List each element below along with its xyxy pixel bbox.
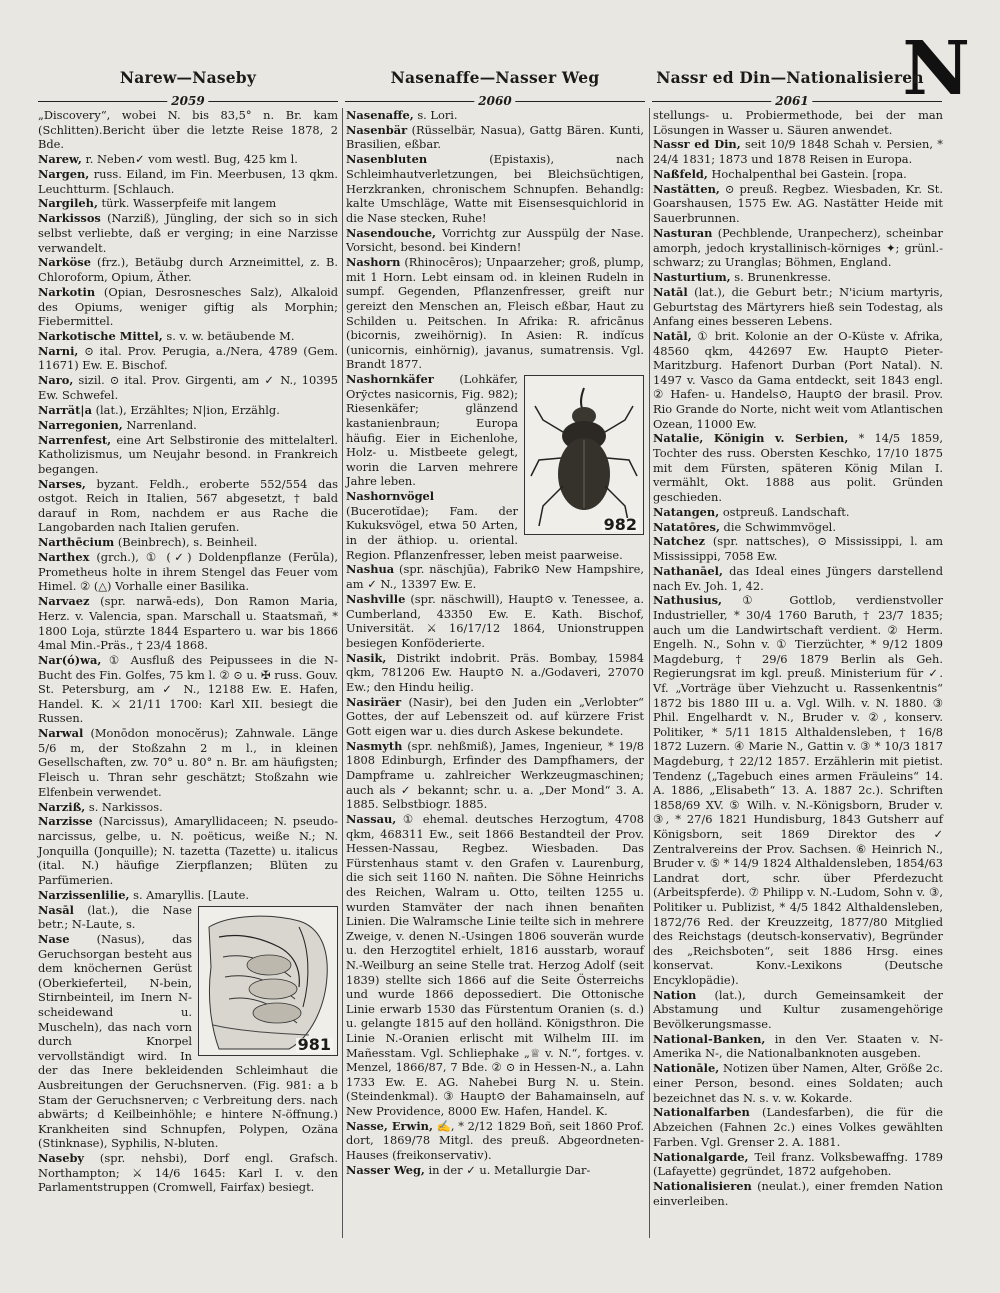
entry-headword: Nasturan — [653, 225, 713, 240]
dictionary-entry — [346, 739, 644, 812]
entry-text: (frz.), Betäubg durch Arzneimittel, z. B. Chloroform, Opium, Äther. — [38, 255, 338, 285]
entry-headword: Nargileh, — [38, 196, 98, 211]
entry-text: (Rhinocēros); Unpaarzeher; groß, plump, mit 1 Horn. Lebt einsam od. in kleinen Rudeln in sumpf. Gegenden, Pflanzenfresser, greift nur gereizt den Menschen an, Fleisch eßbar, Haut zu Schilden u. Peitschen. In Afrika: R. africānus (bicornis, zweihörnig). In Asien: R. indĭcus (unicornis, einhörnig), javanus, sumatrensis. Vgl. Brandt 1877. — [346, 255, 644, 372]
entry-text: ① Ausfluß des Peipussees in die N-Bucht des Fin. Golfes, 75 km l. ② ⊙ u. ✠ russ. Gouv. St. Petersburg, am ✓ N., 12188 Ew. E. Hafen, Handel. K. ⚔ 21/11 1700: Karl XII. besiegt die Russen. — [38, 653, 338, 726]
dictionary-entry — [653, 182, 943, 226]
dictionary-entry — [653, 593, 943, 987]
entry-headword: Narrät|a — [38, 402, 92, 417]
dictionary-entry — [38, 285, 338, 329]
entry-text: (grch.), ① (✓) Doldenpflanze (Ferūla), Prometheus holte in ihrem Stengel das Feuer vom Himel. ② (△) Vorhalle einer Basilika. — [38, 550, 338, 594]
column-header-middle: Nasenaffe—Nasser Weg — [390, 68, 600, 87]
dictionary-entry — [653, 1061, 943, 1105]
dictionary-entry — [38, 196, 338, 211]
entry-headword: Naro, — [38, 373, 74, 388]
entry-text: (Lohkäfer, Orўctes nasicornis, Fig. 982); Riesenkäfer; glänzend kastanienbraun; Europa häufig. Eier in Eichenlohe, Holz- u. Mistbeete gelegt, worin die Larven mehrere Jahre leben. — [346, 372, 518, 489]
dictionary-entry — [653, 1179, 943, 1208]
entry-headword: Nastätten, — [653, 181, 720, 196]
entry-headword: Nasse, Erwin, — [346, 1118, 433, 1133]
entry-text: (spr. nehßmiß), James, Ingenieur, * 19/8 1808 Edinburgh, Erfinder des Dampfhamers, der Dampframe u. zahlreicher Werkzeugmaschinen; auch als ✓ bekannt; schr. u. a. „Der Mond“ 3. A. 1885. Selbstbiogr. 1885. — [346, 738, 644, 812]
entry-headword: Nasik, — [346, 650, 387, 665]
dictionary-entry — [653, 505, 943, 520]
entry-text: (lat.), die Nase betr.; N-Laute, s. — [38, 902, 193, 932]
entry-headword: Nasenbluten — [346, 152, 428, 167]
entry-headword: Narrenfest, — [38, 432, 112, 447]
entry-text: ⊙ ital. Prov. Perugia, a./Nera, 4789 (Gem. 11671) Ew. E. Bischof. — [38, 343, 339, 373]
entry-text: stellungs- u. Probiermethode, bei der man Lösungen in Wasser u. Säuren anwendet. — [653, 108, 943, 137]
entry-headword: Nashornkäfer — [346, 372, 434, 387]
dictionary-entry — [653, 1032, 943, 1061]
dictionary-entry — [653, 270, 943, 285]
entry-headword: Narzissenlilie, — [38, 887, 130, 902]
entry-headword: Narni, — [38, 343, 79, 358]
entry-text: (spr. nattsches), ⊙ Mississippi, l. am Mississippi, 7058 Ew. — [653, 534, 944, 564]
entry-text: (spr. nehsbi), Dorf engl. Grafsch. Northampton; ⚔ 14/6 1645: Karl I. v. den Parlamentstruppen (Cromwell, Fairfax) besiegt. — [38, 1151, 338, 1195]
section-letter: N — [902, 26, 970, 112]
entry-text: (Nasus), das Geruchsorgan besteht aus dem knöchernen Gerüst (Oberkieferteil, N-bein, Stirnbeinteil, im Inern N-scheidewand u. Muscheln), das nach vorn durch Knorpel vervollständigt wird. In der das Inere bekleidenden Schleimhaut die Ausbreitungen der Geruchsnerven. (Fig. 981: a b Stam der Geruchsnerven; c Verbreitung ders. nach abwärts; d Keilbeinhöhle; e hintere N-öffnung.) Krankheiten sind Schnupfen, Polypen, Ozäna (Stinknase), Syphilis, N-bluten. — [38, 932, 338, 1151]
entry-headword: Nashornvögel — [346, 489, 435, 504]
entry-text: (Bucerotĭdae); Fam. der Kukuksvögel, etwa 50 Arten, in der äthiop. u. oriental. Region. Pflanzenfresser, leben meist paarweise. — [346, 503, 623, 562]
dictionary-entry — [653, 1150, 943, 1179]
entry-headword: Nasenaffe, — [346, 108, 414, 122]
entry-text: r. Neben✓ vom westl. Bug, 425 km l. — [85, 152, 298, 167]
dictionary-entry — [38, 344, 338, 373]
dictionary-entry — [346, 695, 644, 739]
nose-section-illustration — [199, 907, 337, 1055]
entry-headword: Natatōres, — [653, 519, 720, 534]
dictionary-entry — [38, 108, 338, 152]
dictionary-entry — [346, 592, 644, 650]
dictionary-entry — [653, 285, 943, 329]
figure-981 — [198, 906, 338, 1056]
entry-headword: Narkotin — [38, 284, 96, 299]
column-right — [653, 108, 943, 1208]
entry-headword: Naßfeld, — [653, 166, 708, 181]
column-divider — [649, 108, 650, 1238]
entry-text: Distrikt indobrit. Präs. Bombay, 15984 qkm, 781206 Ew. Haupt⊙ N. a./Godaveri, 27070 Ew.; den Hindu heilig. — [346, 650, 644, 694]
entry-text: Hochalpenthal bei Gastein. [ropa. — [711, 166, 907, 181]
entry-text: * 14/5 1859, Tochter des russ. Obersten Keschko, 17/10 1875 mit dem Fürsten, späteren König Milan I. vermählt, Okt. 1888 aus polit. Gründen geschieden. — [653, 431, 944, 504]
page-number: 2059 — [167, 94, 208, 108]
entry-headword: Nasturtium, — [653, 270, 731, 285]
dictionary-entry — [653, 988, 943, 1032]
entry-headword: Nassr ed Din, — [653, 137, 741, 152]
entry-text: ✍, * 2/12 1829 Boñ, seit 1860 Prof. dort, 1869/78 Mitgl. des preuß. Abgeordneten-Hauses (freikonservativ). — [346, 1118, 645, 1163]
entry-text: „Discovery“, wobei N. bis 83,5° n. Br. kam (Schlitten).Bericht über die letzte Reise 1878, 2 Bde. — [38, 108, 338, 152]
page-number: 2061 — [771, 94, 812, 108]
entry-text: (lat.), Erzähltes; N|ion, Erzählg. — [95, 402, 280, 417]
entry-text: ostpreuß. Landschaft. — [722, 504, 850, 519]
dictionary-entry — [346, 1163, 644, 1178]
entry-headword: Narköse — [38, 255, 91, 270]
entry-text: ① ehemal. deutsches Herzogtum, 4708 qkm, 468311 Ew., seit 1866 Bestandteil der Prov. Hessen-Nassau, Regbez. Wiesbaden. Das Fürstenhaus stamt v. den Grafen v. Laurenburg, die sich seit 1160 N. nañten. Die Söhne Heinrichs des Reichen, Walram u. Otto, teilten 1255 u. wurden Stamväter der nach ihnen benañten Linien. Die Walramsche Linie teilte sich in mehrere Zweige, v. denen N.-Usingen 1806 souverän wurde u. den Herzogtitel erhielt, 1816 ausstarb, worauf N.-Weilburg an seine Stelle trat. Herzog Adolf (seit 1839) stellte sich 1866 auf die Seite Österreichs und wurde 1866 depossediert. Die Ottonische Linie erwarb 1530 das Fürstentum Oranien (s. d.) u. gelangte 1815 auf den holländ. Königsthron. Die Linie N.-Oranien erlischt mit Wilhelm III. im Mañesstam. Vgl. Schliephake „♕ v. N.“, fortges. v. Menzel, 1866/87, 7 Bde. ② ⊙ in Hessen-N., a. Lahn 1733 Ew. E. AG. Nahebei Burg N. u. Stein. (Steindenkmal). ③ Haupt⊙ der Bahamainseln, auf New Providence, 8000 Ew. Hafen, Handel. K. — [346, 812, 644, 1118]
dictionary-entry — [346, 651, 644, 695]
entry-headword: National-Banken, — [653, 1031, 766, 1046]
entry-text: seit 10/9 1848 Schah v. Persien, * 24/4 1831; 1873 und 1878 Reisen in Europa. — [653, 137, 943, 167]
entry-text: (spr. näschwill), Haupt⊙ v. Tenessee, a. Cumberland, 43350 Ew. E. Kath. Bischof, Universität. ⚔ 16/17/12 1864, Unionstruppen besiegen Konföderierte. — [346, 591, 645, 650]
dictionary-entry — [38, 167, 338, 196]
dictionary-entry — [653, 137, 943, 166]
dictionary-entry — [38, 550, 338, 594]
dictionary-entry — [346, 1119, 644, 1163]
dictionary-entry — [346, 123, 644, 152]
entry-text: (Epistaxis), nach Schleimhautverletzungen, bei Bleichsüchtigen, Herzkranken, chronischem Schnupfen. Behandlg: kalte Umschläge, Watte mit Eisensesquichlorid in die Nase stecken, Ruhe! — [346, 152, 644, 225]
entry-headword: Nasmyth — [346, 738, 403, 753]
entry-text: Notizen über Namen, Alter, Größe 2c. einer Person, besond. eines Soldaten; auch bezeichnet das N. s. v. w. Kokarde. — [653, 1061, 944, 1105]
entry-text: sizil. ⊙ ital. Prov. Girgenti, am ✓ N., 10395 Ew. Schwefel. — [38, 373, 338, 402]
dictionary-entry — [38, 373, 338, 402]
entry-headword: Nation — [653, 987, 697, 1002]
figure-label: 982 — [603, 514, 637, 534]
dictionary-entry — [346, 562, 644, 591]
entry-headword: Nase — [38, 932, 70, 947]
entry-text: (Landesfarben), die für die Abzeichen (Fahnen 2c.) eines Volkes gewählten Farben. Vgl. Grenser 2. A. 1881. — [653, 1105, 943, 1149]
dictionary-entry — [653, 564, 943, 593]
entry-text: Narrenland. — [126, 417, 197, 432]
entry-headword: Narwal — [38, 726, 84, 741]
entry-text: byzant. Feldh., eroberte 552/554 das ostgot. Reich in Italien, 567 abgesetzt, † bald darauf in Rom, nachdem er aus Rache die Langobarden nach Italien gerufen. — [38, 476, 338, 535]
entry-text: (Rüsselbär, Nasua), Gattg Bären. Kunti, Brasilien, eßbar. — [346, 122, 644, 152]
entry-text: (Pechblende, Uranpecherz), scheinbar amorph, jedoch krystallinisch-körniges ✦; grünl.-schwarz; zu Uranglas; Böhmen, England. — [653, 225, 943, 270]
entry-headword: Narzisse — [38, 814, 93, 829]
entry-headword: Nar(ó)wa, — [38, 653, 102, 668]
entry-text: (lat.), durch Gemeinsamkeit der Abstamung und Kultur zusamengehörige Bevölkerungsmasse. — [653, 987, 943, 1031]
entry-text: (spr. näschjūa), Fabrik⊙ New Hampshire, am ✓ N., 13397 Ew. E. — [346, 562, 644, 592]
entry-headword: Nashville — [346, 591, 406, 606]
entry-headword: Narvaez — [38, 594, 90, 609]
column-middle — [346, 108, 644, 1178]
dictionary-entry — [346, 152, 644, 225]
rhinoceros-beetle-illustration — [525, 376, 643, 534]
entry-headword: Natāl, — [653, 328, 692, 343]
dictionary-entry — [653, 534, 943, 563]
entry-headword: Nationāle, — [653, 1061, 720, 1076]
entry-text: (Narcissus), Amaryllidaceen; N. pseudo-narcissus, gelbe, u. N. poëticus, weiße N.; N. Jonquilla (Jonquille); N. tazetta (Tazette) u. italicus (ital. N.) häufige Zierpflanzen; Blüten zu Parfümerien. — [38, 814, 338, 887]
column-header-left: Narew—Naseby — [119, 68, 257, 87]
entry-headword: Narthex — [38, 550, 90, 565]
entry-text: (neulat.), einer fremden Nation einverleiben. — [653, 1178, 943, 1208]
entry-headword: Nasāl — [38, 902, 74, 917]
entry-headword: Nasiräer — [346, 694, 402, 709]
entry-headword: Narew, — [38, 152, 82, 167]
entry-text: eine Art Selbstironie des mittelalterl. Katholizismus, um Neujahr besond. in Frankreich begangen. — [38, 432, 338, 476]
entry-text: die Schwimmvögel. — [723, 519, 836, 534]
column-header-right: Nassr ed Din—Nationalisieren — [656, 68, 924, 87]
dictionary-entry — [38, 152, 338, 167]
entry-headword: Nasendouche, — [346, 225, 437, 240]
entry-headword: Nathusius, — [653, 593, 723, 608]
entry-text: (Narziß), Jüngling, der sich so in sich selbst verliebte, daß er verging; in eine Narzisse verwandelt. — [38, 211, 339, 255]
dictionary-entry — [38, 418, 338, 433]
column-divider — [342, 108, 343, 1238]
entry-headword: Nathanāel, — [653, 563, 723, 578]
entry-headword: Nashua — [346, 562, 395, 577]
entry-text: (spr. narwā-eds), Don Ramon Maria, Herz. v. Valencia, span. Marschall u. Staatsmañ, * 1800 Loja, stürzte 1844 Espartero u. war bis 1866 4mal Min.-Präs., † 23/4 1868. — [38, 594, 338, 653]
entry-text: Teil franz. Volksbewaffng. 1789 (Lafayette) gegründet, 1872 aufgehoben. — [653, 1149, 944, 1179]
entry-headword: Narziß, — [38, 799, 86, 814]
dictionary-entry — [38, 594, 338, 652]
dictionary-entry — [346, 255, 644, 372]
entry-text: s. Lori. — [417, 108, 458, 122]
figure-982 — [524, 375, 644, 535]
dictionary-entry — [38, 255, 338, 284]
dictionary-entry — [346, 108, 644, 123]
dictionary-entry — [653, 329, 943, 431]
entry-headword: Nationalfarben — [653, 1105, 750, 1120]
entry-headword: Nassau, — [346, 812, 397, 827]
page-number: 2060 — [474, 94, 515, 108]
entry-headword: Natalie, Königin v. Serbien, — [653, 431, 849, 446]
dictionary-entry — [38, 329, 338, 344]
entry-text: (lat.), die Geburt betr.; N'icium martyris, Geburtstag des Märtyrers hieß sein Todestag, als Anfang eines besseren Lebens. — [653, 284, 943, 329]
entry-text: s. Amaryllis. [Laute. — [133, 887, 249, 902]
dictionary-entry — [38, 403, 338, 418]
dictionary-entry — [346, 812, 644, 1118]
entry-text: (Nasir), bei den Juden ein „Verlobter“ Gottes, der auf Lebenszeit od. auf kürzere Frist Gott eigen war u. dies durch Askese bekundete. — [346, 694, 644, 738]
entry-headword: Natāl — [653, 284, 688, 299]
dictionary-entry — [653, 520, 943, 535]
entry-headword: Nargen, — [38, 166, 90, 181]
dictionary-entry — [38, 726, 338, 799]
dictionary-entry — [38, 535, 338, 550]
dictionary-entry — [38, 1151, 338, 1195]
dictionary-entry — [653, 167, 943, 182]
dictionary-entry — [653, 1105, 943, 1149]
entry-headword: Naseby — [38, 1151, 85, 1166]
dictionary-entry — [346, 226, 644, 255]
entry-headword: Narses, — [38, 476, 86, 491]
entry-headword: Narthēcium — [38, 535, 115, 550]
dictionary-entry — [38, 433, 338, 477]
dictionary-entry — [653, 431, 943, 504]
dictionary-entry — [38, 211, 338, 255]
entry-text: in den Ver. Staaten v. N-Amerika N-, die Nationalbanknoten ausgeben. — [653, 1031, 943, 1061]
entry-headword: Natchez — [653, 534, 705, 549]
entry-text: das Ideal eines Jüngers darstellend nach Ev. Joh. 1, 42. — [653, 563, 944, 593]
entry-text: s. Brunenkresse. — [734, 270, 832, 285]
entry-headword: Nasser Weg, — [346, 1162, 425, 1177]
dictionary-entry — [653, 226, 943, 270]
entry-headword: Narregonien, — [38, 417, 123, 432]
entry-text: ① brit. Kolonie an der O-Küste v. Afrika, 48560 qkm, 442697 Ew. Haupt⊙ Pieter-Maritzburg. Hafenort Durban (Port Natal). N. 1497 v. Vasco da Gama entdeckt, seit 1843 engl. ② Hafen- u. Handels⊙, Haupt⊙ der brasil. Prov. Rio Grande do Norte, nicht weit vom Atlantischen Ozean, 11000 Ew. — [653, 328, 943, 431]
entry-headword: Narkissos — [38, 211, 101, 226]
column-left — [38, 108, 338, 1195]
entry-text: in der ✓ u. Metallurgie Dar- — [428, 1162, 591, 1177]
dictionary-entry — [38, 800, 338, 815]
entry-text: ⊙ preuß. Regbez. Wiesbaden, Kr. St. Goarshausen, 1575 Ew. AG. Nastätter Heide mit Sauerbrunnen. — [653, 181, 943, 226]
dictionary-entry — [38, 814, 338, 887]
entry-text: s. Narkissos. — [88, 799, 163, 814]
entry-text: russ. Eiland, im Fin. Meerbusen, 13 qkm. Leuchtturm. [Schlauch. — [38, 166, 339, 196]
entry-headword: Natangen, — [653, 504, 720, 519]
entry-text: s. v. w. betäubende M. — [166, 328, 295, 343]
entry-text: ① Gottlob, verdienstvoller Industrieller, * 30/4 1760 Baruth, † 23/7 1835; auch um die Landwirtschaft verdient. ② Herm. Engelh. N., Sohn v. ① Tierzüchter, * 9/12 1809 Magdeburg, † 29/6 1879 Berlin als Geh. Regierungsrat im kgl. preuß. Ministerium für ✓. Vf. „Vorträge über Viehzucht u. Rassenkentnis“ 1872 bis 1880 III u. a. Vgl. Wilh. v. N. 1880. ③ Phil. Engelhardt v. N., Bruder v. ②, konserv. Politiker, * 5/11 1815 Althaldensleben, † 16/8 1872 Luzern. ④ Marie N., Gattin v. ③ * 10/3 1817 Magdeburg, † 22/12 1857. Erzählerin mit pietist. Tendenz („Tagebuch eines armen Fräuleins“ 14. A. 1886, „Elisabeth“ 13. A. 1887 2c.). Schriften 1858/69 XV. ⑤ Wilh. v. N.-Königsborn, Bruder v. ③, * 27/6 1821 Hundisburg, 1843 Gutsherr auf Königsborn, seit 1869 Direktor des ✓ Zentralvereins der Prov. Sachsen. ⑥ Heinrich N., Bruder v. ⑤ * 14/9 1824 Althaldensleben, 1854/63 Landrat dort, schr. über Pferdezucht (Arbeitspferde). ⑦ Philipp v. N.-Ludom, Sohn v. ③, Politiker u. Publizist, * 4/5 1842 Althaldensleben, 1872/76 Red. der Kreuzzeitg, 1877/80 Mitglied des Reichstags (deutsch-konservativ), Begründer des „Reichsboten“, seit 1886 Hrsg. eines konservat. Konv.-Lexikons (Deutsche Encyklopädie). — [653, 593, 943, 987]
entry-text: (Beinbrech), s. Beinheil. — [117, 535, 258, 550]
entry-text: Vorrichtg zur Ausspülg der Nase. Vorsicht, besond. bei Kindern! — [346, 225, 644, 255]
entry-text: (Opian, Desrosnesches Salz), Alkaloid des Opiums, weniger giftig als Morphin; Fiebermittel. — [38, 284, 338, 329]
dictionary-entry — [38, 477, 338, 535]
dictionary-entry — [653, 108, 943, 137]
entry-headword: Nashorn — [346, 255, 401, 270]
figure-label: 981 — [297, 1035, 331, 1054]
entry-text: türk. Wasserpfeife mit langem — [101, 196, 277, 211]
entry-headword: Nationalisieren — [653, 1178, 752, 1193]
entry-headword: Nationalgarde, — [653, 1149, 749, 1164]
dictionary-entry — [38, 888, 338, 903]
entry-text: (Monōdon monocĕrus); Zahnwale. Länge 5/6 m, der Stoßzahn 2 m l., in kleinen Gesellschaften, zw. 70° u. 80° n. Br. am häufigsten; Fleisch u. Thran sehr geschätzt; Stoßzahn wie Elfenbein verwendet. — [38, 726, 338, 799]
entry-headword: Nasenbär — [346, 122, 408, 137]
entry-headword: Narkotische Mittel, — [38, 328, 163, 343]
dictionary-entry — [38, 653, 338, 726]
